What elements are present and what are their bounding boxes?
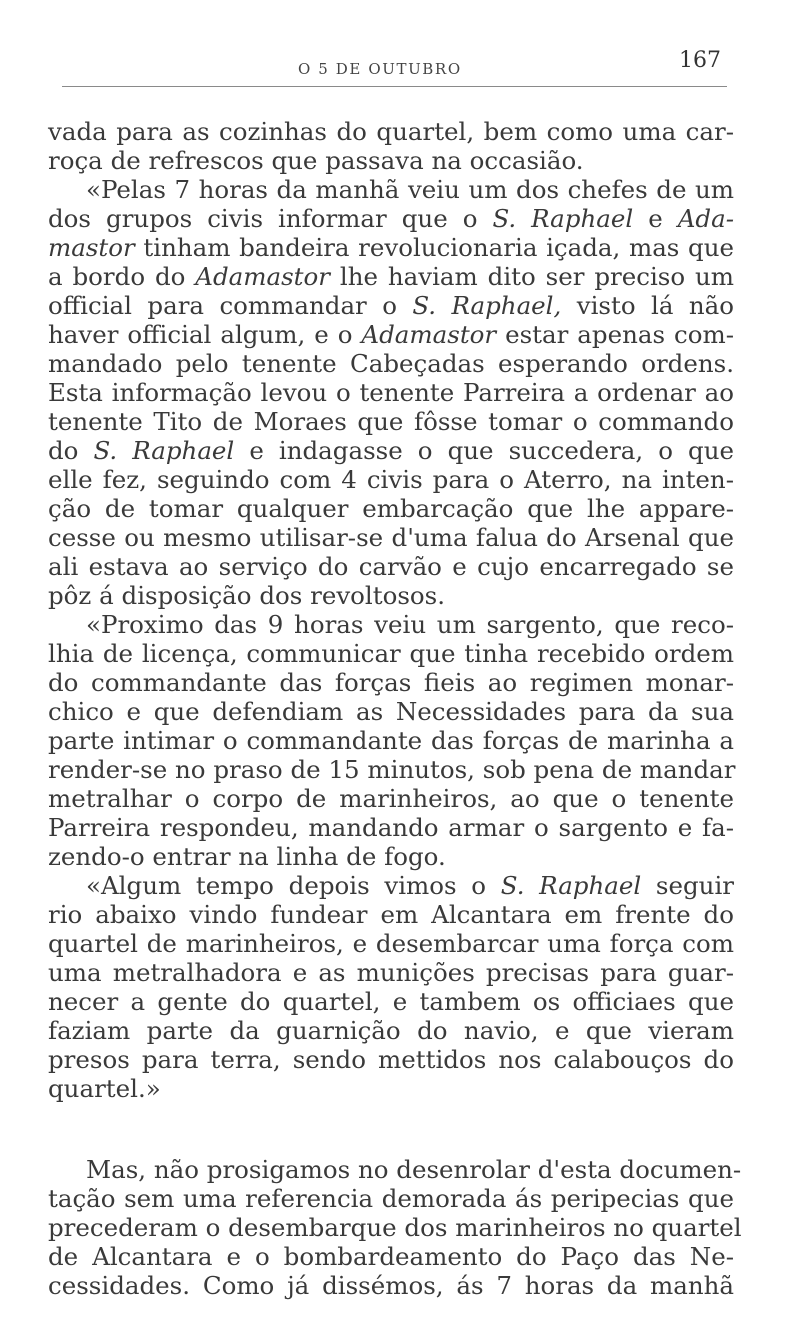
- text-line: chico e que defendiam as Necessidades para da sua: [48, 697, 734, 726]
- text-run: a bordo do: [48, 262, 196, 291]
- italic-name: S. Raphael: [93, 436, 235, 465]
- text-line: zendo-o entrar na linha de fogo.: [48, 842, 446, 871]
- text-line: do commandante das forças fieis ao regimen monar-: [48, 668, 734, 697]
- text-line: Mas, não prosigamos no desenrolar d'esta documen-: [86, 1155, 742, 1184]
- text-line: mandado pelo tenente Cabeçadas esperando ordens.: [48, 349, 734, 378]
- text-line: quartel de marinheiros, e desembarcar uma força com: [48, 929, 734, 958]
- text-run: seguir: [641, 871, 735, 900]
- italic-name: S. Raphael,: [412, 291, 562, 320]
- text-line: parte intimar o commandante das forças de marinha a: [48, 726, 734, 755]
- text-line: «Proximo das 9 horas veiu um sargento, que reco-: [86, 610, 734, 639]
- text-line: cesse ou mesmo utilisar-se d'uma falua do Arsenal que: [48, 523, 734, 552]
- page-number: 167: [679, 48, 721, 73]
- paragraph-gap: [48, 1103, 734, 1155]
- text-run: dos grupos civis informar que o: [48, 204, 493, 233]
- text-run: estar apenas com-: [496, 320, 734, 349]
- italic-name: Ada-: [677, 204, 734, 233]
- italic-name: Adamastor: [195, 262, 330, 291]
- text-line: [48, 320, 734, 349]
- text-run: official para commandar o: [48, 291, 413, 320]
- text-line: ali estava ao serviço do carvão e cujo encarregado se: [48, 552, 734, 581]
- text-line: ção de tomar qualquer embarcação que lhe appare-: [48, 494, 734, 523]
- text-line: presos para terra, sendo mettidos nos calabouços do: [48, 1045, 734, 1074]
- text-line: de Alcantara e o bombardeamento do Paço das Ne-: [48, 1242, 734, 1271]
- text-run: «Algum tempo depois vimos o: [86, 871, 501, 900]
- text-line: necer a gente do quartel, e tambem os officiaes que: [48, 987, 734, 1016]
- italic-name: S. Raphael: [492, 204, 634, 233]
- text-line: vada para as cozinhas do quartel, bem como uma car-: [48, 117, 734, 146]
- text-line: pôz á disposição dos revoltosos.: [48, 581, 446, 610]
- text-line: quartel.»: [48, 1074, 161, 1103]
- text-line: Parreira respondeu, mandando armar o sargento e fa-: [48, 813, 734, 842]
- text-run: e: [633, 204, 678, 233]
- text-line: faziam parte da guarnição do navio, e que vieram: [48, 1016, 734, 1045]
- text-line: rio abaixo vindo fundear em Alcantara em frente do: [48, 900, 734, 929]
- text-line: [48, 204, 734, 233]
- running-title: O 5 DE OUTUBRO: [298, 60, 462, 78]
- text-line: elle fez, seguindo com 4 civis para o Aterro, na inten-: [48, 465, 734, 494]
- text-line: tação sem uma referencia demorada ás peripecias que: [48, 1184, 734, 1213]
- text-line: «Pelas 7 horas da manhã veiu um dos chefes de um: [86, 175, 734, 204]
- header-rule: [62, 86, 727, 87]
- text-line: metralhar o corpo de marinheiros, ao que o tenente: [48, 784, 734, 813]
- text-line: tenente Tito de Moraes que fôsse tomar o commando: [48, 407, 734, 436]
- text-run: e indagasse o que succedera, o que: [234, 436, 734, 465]
- text-run: visto lá não: [561, 291, 735, 320]
- italic-name: S. Raphael: [500, 871, 642, 900]
- text-line: uma metralhadora e as munições precisas para guar-: [48, 958, 734, 987]
- italic-name: mastor: [48, 233, 135, 262]
- text-line: [48, 233, 734, 262]
- italic-name: Adamastor: [361, 320, 497, 349]
- running-header: [0, 48, 800, 78]
- text-line: lhia de licença, communicar que tinha recebido ordem: [48, 639, 734, 668]
- text-run: do: [48, 436, 94, 465]
- text-line: [48, 262, 734, 291]
- text-line: roça de refrescos que passava na occasião.: [48, 146, 584, 175]
- text-run: haver official algum, e o: [48, 320, 362, 349]
- text-line: precederam o desembarque dos marinheiros no quartel: [48, 1213, 742, 1242]
- text-line: cessidades. Como já dissémos, ás 7 horas da manhã: [48, 1271, 734, 1300]
- text-line: render-se no praso de 15 minutos, sob pena de mandar: [48, 755, 736, 784]
- text-line: Esta informação levou o tenente Parreira a ordenar ao: [48, 378, 734, 407]
- text-run: tinham bandeira revolucionaria içada, mas que: [134, 233, 734, 262]
- text-run: lhe haviam dito ser preciso um: [329, 262, 734, 291]
- text-line: [48, 291, 734, 320]
- body-text: [48, 117, 742, 1300]
- text-line: [48, 871, 734, 900]
- text-line: [48, 436, 734, 465]
